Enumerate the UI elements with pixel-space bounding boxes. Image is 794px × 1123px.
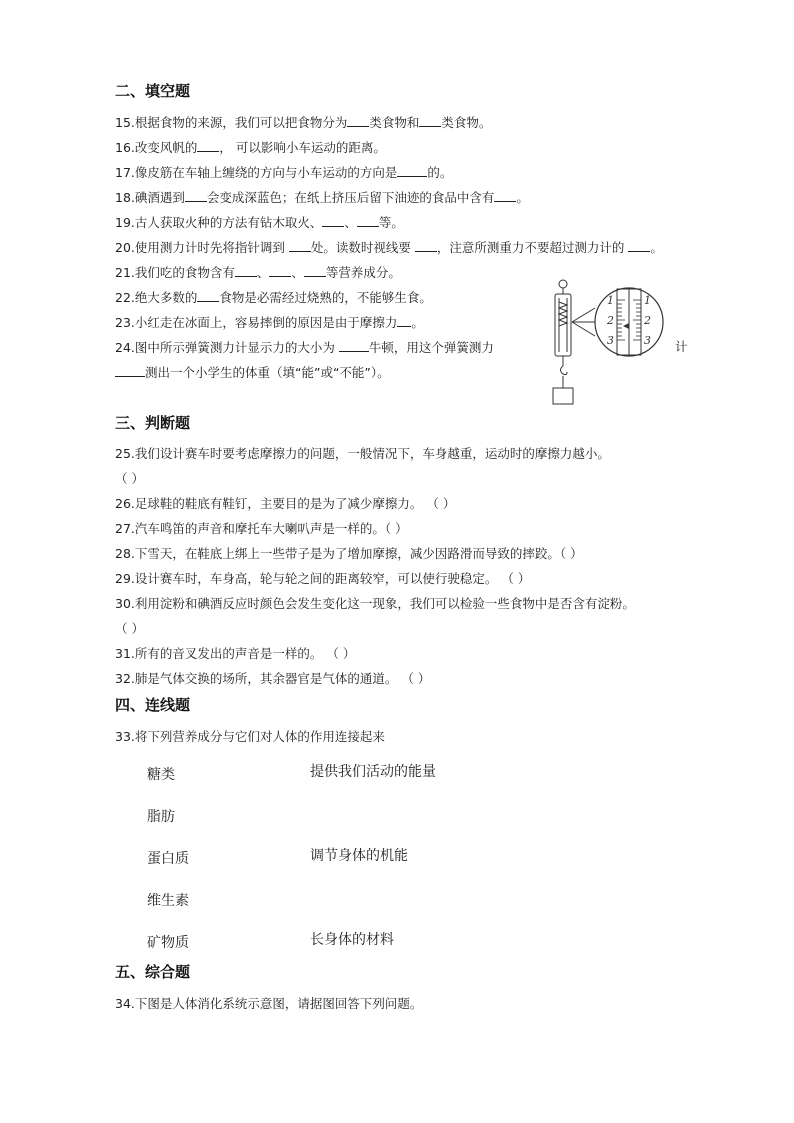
question-24-line2: 测出一个小学生的体重（填“能”或“不能”）。 [115, 364, 390, 381]
answer-blank[interactable] [347, 114, 369, 127]
scale-label-right-1: 1 [644, 294, 651, 307]
answer-blank[interactable] [322, 214, 344, 227]
question-27: 27.汽车鸣笛的声音和摩托车大喇叭声是一样的。（ ） [115, 521, 408, 536]
answer-blank[interactable] [304, 264, 326, 277]
question-20: 20.使用测力计时先将指针调到 处。读数时视线要 ，注意所测重力不要超过测力计的 。 [115, 240, 663, 255]
question-16: 16.改变风帆的 ， 可以影响小车运动的距离。 [115, 140, 386, 155]
match-left-item[interactable]: 脂肪 [147, 809, 175, 825]
question-25: 25.我们设计赛车时要考虑摩擦力的问题，一般情况下，车身越重，运动时的摩擦力越小。 [115, 446, 610, 461]
question-34: 34.下图是人体消化系统示意图，请据图回答下列问题。 [115, 996, 423, 1011]
match-right-item[interactable]: 调节身体的机能 [310, 848, 408, 864]
question-17: 17.像皮筋在车轴上缠绕的方向与小车运动的方向是 的。 [115, 165, 453, 180]
match-left-item[interactable]: 维生素 [147, 893, 189, 909]
question-24-line1: 24.图中所示弹簧测力计显示力的大小为 牛顿，用这个弹簧测力 [115, 340, 494, 355]
section-title-comprehensive: 五、综合题 [115, 963, 191, 981]
section-title-matching: 四、连线题 [115, 696, 191, 714]
answer-blank[interactable] [397, 164, 427, 177]
answer-blank[interactable] [289, 239, 311, 252]
question-28: 28.下雪天，在鞋底上绑上一些带子是为了增加摩擦，减少因路滑而导致的摔跤。（ ） [115, 546, 583, 561]
answer-blank[interactable] [339, 339, 369, 352]
question-22: 22.绝大多数的 食物是必需经过烧熟的，不能够生食。 [115, 290, 432, 305]
answer-blank[interactable] [235, 264, 257, 277]
question-25-bracket[interactable]: （ ） [115, 471, 144, 486]
question-33: 33.将下列营养成分与它们对人体的作用连接起来 [115, 729, 385, 744]
question-30-bracket[interactable]: （ ） [115, 621, 144, 636]
question-26: 26.足球鞋的鞋底有鞋钉，主要目的是为了减少摩擦力。 （ ） [115, 496, 456, 511]
answer-blank[interactable] [185, 189, 207, 202]
match-left-item[interactable]: 矿物质 [147, 935, 189, 951]
answer-blank[interactable] [357, 214, 379, 227]
answer-blank[interactable] [628, 239, 650, 252]
spring-scale-figure [545, 278, 670, 408]
answer-blank[interactable] [269, 264, 291, 277]
scale-label-left-2: 2 [607, 314, 614, 327]
question-30: 30.利用淀粉和碘酒反应时颜色会发生变化这一现象，我们可以检验一些食物中是否含有淀粉。 [115, 596, 635, 611]
magnified-scale [595, 288, 663, 356]
answer-blank[interactable] [197, 289, 219, 302]
question-32: 32.肺是气体交换的场所，其余器官是气体的通道。 （ ） [115, 671, 431, 686]
spring-scale-body [553, 280, 595, 404]
question-31: 31.所有的音叉发出的声音是一样的。 （ ） [115, 646, 356, 661]
question-19: 19.古人获取火种的方法有钻木取火、 、 等。 [115, 215, 404, 230]
answer-blank[interactable] [115, 364, 145, 377]
question-18: 18.碘酒遇到 会变成深蓝色；在纸上挤压后留下油迹的食品中含有 。 [115, 190, 529, 205]
match-left-item[interactable]: 糖类 [147, 767, 175, 783]
answer-blank[interactable] [415, 239, 437, 252]
match-right-item[interactable]: 长身体的材料 [310, 932, 394, 948]
scale-label-left-1: 1 [607, 294, 614, 307]
answer-blank[interactable] [397, 314, 411, 327]
question-24-ji: 计 [675, 339, 688, 354]
question-15: 15.根据食物的来源，我们可以把食物分为 类食物和 类食物。 [115, 115, 492, 130]
match-left-item[interactable]: 蛋白质 [147, 851, 189, 867]
section-title-judgement: 三、判断题 [115, 414, 191, 432]
scale-label-right-3: 3 [644, 334, 651, 347]
answer-blank[interactable] [419, 114, 441, 127]
question-29: 29.设计赛车时，车身高，轮与轮之间的距离较窄，可以使行驶稳定。 （ ） [115, 571, 531, 586]
question-21: 21.我们吃的食物含有 、 、 等营养成分。 [115, 265, 401, 280]
scale-label-left-3: 3 [607, 334, 614, 347]
answer-blank[interactable] [494, 189, 516, 202]
section-title-fill-in: 二、填空题 [115, 82, 191, 100]
answer-blank[interactable] [197, 139, 219, 152]
match-right-item[interactable]: 提供我们活动的能量 [310, 764, 436, 780]
question-23: 23.小红走在冰面上，容易摔倒的原因是由于摩擦力 。 [115, 315, 424, 330]
scale-label-right-2: 2 [644, 314, 651, 327]
